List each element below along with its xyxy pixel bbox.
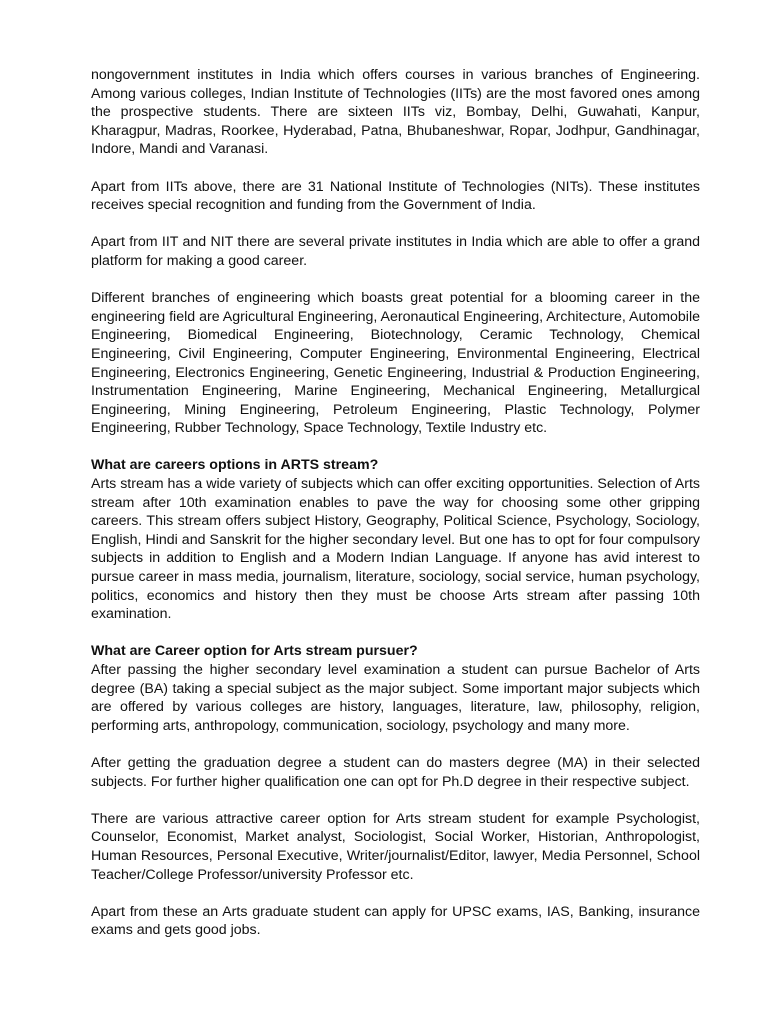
document-page [91, 66, 700, 959]
paragraph-engineering-branches: Different branches of engineering which boasts great potential for a blooming career in the engineering field are Agricultural Engineering, Aeronautical Engineering, Architecture, Automobile Engineering, Biomedical Engineering, Biotechnology, Ceramic Technology, Chemical Engineering, Civil Engineering, Computer Engineering, Environmental Engineering, Electrical Engineering, Electronics Engineering, Genetic Engineering, Industrial & Production Engineering, Instrumentation Engineering, Marine Engineering, Mechanical Engineering, Metallurgical Engineering, Mining Engineering, Petroleum Engineering, Plastic Technology, Polymer Engineering, Rubber Technology, Space Technology, Textile Industry etc. [91, 290, 700, 437]
paragraph-iits: nongovernment institutes in India which offers courses in various branches of Engineering. Among various colleges, Indian Institute of Technologies (IITs) are the most favored ones among the prospective students. There are sixteen IITs viz, Bombay, Delhi, Guwahati, Kanpur, Kharagpur, Madras, Roorkee, Hyderabad, Patna, Bhubaneshwar, Ropar, Jodhpur, Gandhinagar, Indore, Mandi and Varanasi. [91, 67, 700, 158]
heading-arts-career-options: What are Career option for Arts stream pursuer? [91, 643, 418, 660]
paragraph-nits: Apart from IITs above, there are 31 National Institute of Technologies (NITs). These institutes receives special recognition and funding from the Government of India. [91, 178, 700, 214]
paragraph-masters-degree: After getting the graduation degree a student can do masters degree (MA) in their selected subjects. For further higher qualification one can opt for Ph.D degree in their respective subject. [91, 754, 700, 790]
heading-arts-careers: What are careers options in ARTS stream? [91, 457, 379, 474]
paragraph-bachelor-of-arts: After passing the higher secondary level examination a student can pursue Bachelor of Arts degree (BA) taking a special subject as the major subject. Some important major subjects which are offered by various colleges are history, languages, literature, law, philosophy, religion, performing arts, anthropology, communication, sociology, psychology and many more. [91, 662, 700, 734]
paragraph-arts-stream: Arts stream has a wide variety of subjects which can offer exciting opportunities. Selection of Arts stream after 10th examination enables to pave the way for choosing some other gripping careers. This stream offers subject History, Geography, Political Science, Psychology, Sociology, English, Hindi and Sanskrit for the higher secondary level. But one has to opt for four compulsory subjects in addition to English and a Modern Indian Language. If anyone has avid interest to pursue career in mass media, journalism, literature, sociology, social service, human psychology, politics, economics and history then they must be choose Arts stream after passing 10th examination. [91, 476, 700, 623]
paragraph-upsc-exams: Apart from these an Arts graduate student can apply for UPSC exams, IAS, Banking, insurance exams and gets good jobs. [91, 903, 700, 939]
paragraph-private-institutes: Apart from IIT and NIT there are several private institutes in India which are able to offer a grand platform for making a good career. [91, 234, 700, 269]
paragraph-career-list: There are various attractive career option for Arts stream student for example Psychologist, Counselor, Economist, Market analyst, Sociologist, Social Worker, Historian, Anthropologist, Human Resources, Personal Executive, Writer/journalist/Editor, lawyer, Media Personnel, School Teacher/College Professor/university Professor etc. [91, 810, 700, 883]
